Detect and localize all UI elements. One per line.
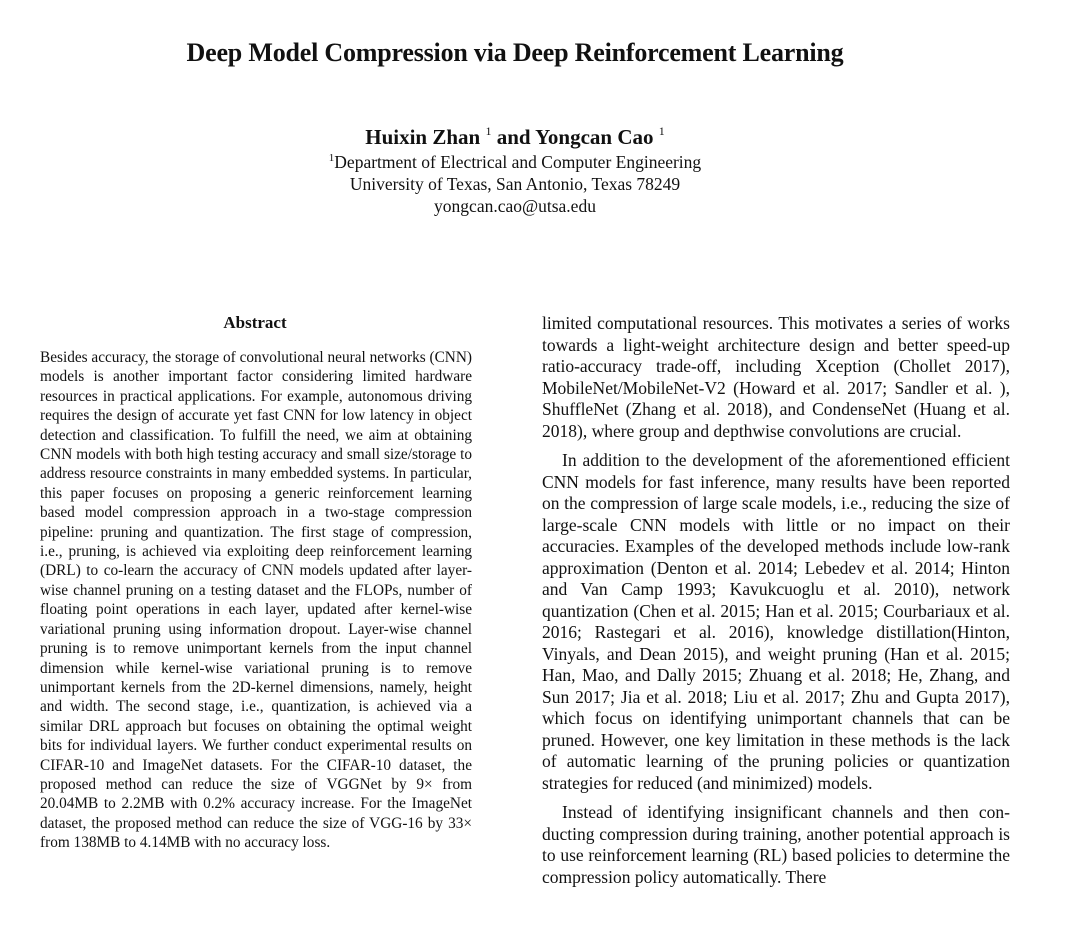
- affiliation-mark: 1: [328, 152, 335, 164]
- affiliation-department: [0, 152, 1030, 173]
- affiliation-mark: 1: [485, 124, 492, 138]
- author-name: Huixin Zhan: [365, 125, 481, 149]
- abstract-heading: Abstract: [223, 313, 287, 332]
- author-name: Yongcan Cao: [535, 125, 654, 149]
- abstract-paragraph: Besides accuracy, the storage of convolutional neural networks (CNN) models is another important factor considering limited hardware resources in practical applications. For example, autonomous driving requires the design of accurate yet fast CNN for low latency in object detection and classification. To fulfill the need, we aim at obtaining CNN models with both high testing accuracy and small size/storage to address resource constraints in many embedded systems. In particular, this paper focuses on proposing a generic reinforcement learning based model compression approach in a two-stage compression pipeline: pruning and quantization. The first stage of compression, i.e., pruning, is achieved via exploiting deep reinforcement learning (DRL) to co-learn the accuracy of CNN models updated after layer-wise channel pruning on a testing dataset and the FLOPs, number of floating point operations in each layer, updated after kernel-wise variational pruning using information dropout. Layer-wise channel pruning is to remove unimportant kernels from the input channel dimension while kernel-wise variational pruning is to remove unimportant kernels from the 2D-kernel dimensions, namely, height and width. The second stage, i.e., quantization, is achieved via a similar DRL approach but focuses on obtaining the optimal weight bits for individual layers. We further conduct experimental results on CIFAR-10 and ImageNet datasets. For the CIFAR-10 dataset, the proposed method can reduce the size of VGGNet by 9× from 20.04MB to 2.2MB with 0.2% accuracy increase. For the ImageNet dataset, the proposed method can reduce the size of VGG-16 by 33× from 138MB to 4.14MB with no accuracy loss.: [40, 349, 472, 852]
- author-separator: and: [496, 125, 531, 149]
- paper-title: Deep Model Compression via Deep Reinforcement Learning: [186, 38, 844, 67]
- author-list: [0, 124, 1030, 150]
- body-column-right: [542, 313, 1010, 888]
- body-paragraph: limited computational resources. This motivates a series of works towards a light-weight architecture design and better speed-up ratio-accuracy trade-off, including Xception (Chollet 2017), MobileNet/MobileNet-V2 (Howard et al. 2017; Sandler et al. ), ShuffleNet (Zhang et al. 2018), and CondenseNet (Huang et al. 2018), where group and depthwise convolutions are crucial.: [542, 313, 1010, 441]
- abstract-text: [40, 348, 472, 853]
- body-paragraph: Instead of identifying insignificant channels and then conducting compression during training, another potential approach is to use reinforcement learning (RL) based policies to determine the compression policy automatically. There: [542, 802, 1010, 887]
- author-email: yongcan.cao@utsa.edu: [434, 196, 596, 216]
- department-text: Department of Electrical and Computer Engineering: [334, 152, 702, 172]
- affiliation-mark: 1: [658, 124, 665, 138]
- affiliation-university: University of Texas, San Antonio, Texas 78249: [349, 174, 681, 194]
- body-paragraph: In addition to the development of the aforementioned efficient CNN models for fast inference, many results have been reported on the compression of large scale models, i.e., reducing the size of large-scale CNN models with little or no impact on their accuracies. Examples of the developed methods include low-rank approximation (Denton et al. 2014; Lebedev et al. 2014; Hinton and Van Camp 1993; Kavukcuoglu et al. 2010), network quantization (Chen et al. 2015; Han et al. 2015; Courbariaux et al. 2016; Rastegari et al. 2016), knowledge distillation(Hinton, Vinyals, and Dean 2015), and weight pruning (Han et al. 2015; Han, Mao, and Dally 2015; Zhuang et al. 2018; He, Zhang, and Sun 2017; Jia et al. 2018; Liu et al. 2017; Zhu and Gupta 2017), which focus on identifying unimportant channels that can be pruned. However, one key limitation in these methods is the lack of automatic learning of the pruning policies or quantization strategies for reduced (and minimized) models.: [542, 450, 1010, 793]
